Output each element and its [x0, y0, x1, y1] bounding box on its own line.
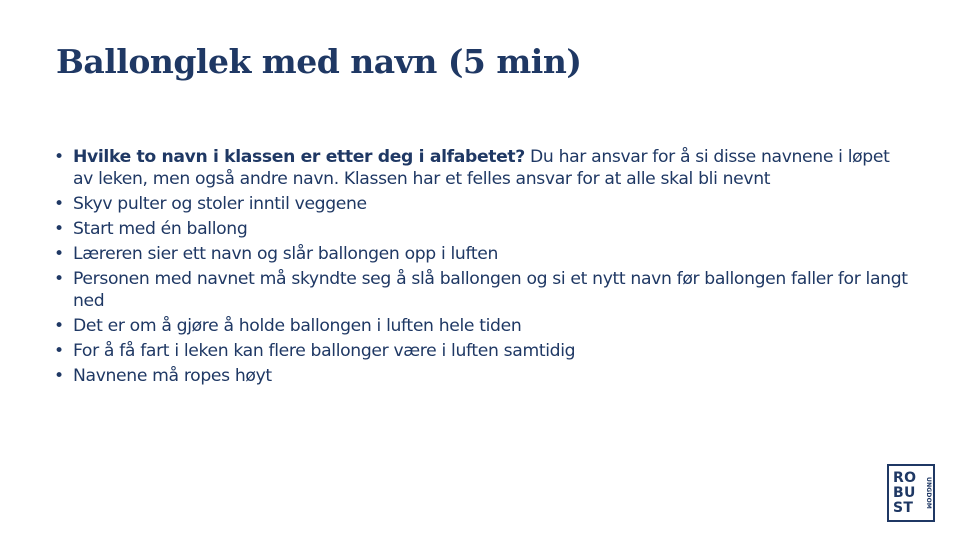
- list-item: [54, 315, 914, 337]
- robust-ungdom-logo: [887, 464, 935, 522]
- list-item: [54, 243, 914, 265]
- bullet-text: Det er om å gjøre å holde ballongen i luften hele tiden: [73, 316, 522, 336]
- logo-side: [924, 466, 933, 520]
- logo-side-text: UNGDOM: [925, 476, 932, 510]
- list-item: [54, 268, 914, 312]
- bullet-text: Start med én ballong: [73, 219, 248, 239]
- bullet-bold-question: Hvilke to navn i klassen er etter deg i alfabetet?: [73, 147, 525, 167]
- bullet-text: Skyv pulter og stoler inntil veggene: [73, 194, 367, 214]
- list-item: [54, 218, 914, 240]
- bullet-text: Læreren sier ett navn og slår ballongen opp i luften: [73, 244, 499, 264]
- logo-line-2: BU: [893, 484, 916, 501]
- bullet-text: Du har ansvar for å si disse navnene i løpet av leken, men også andre navn. Klassen har et felles ansvar for at alle skal bli nevnt: [73, 147, 890, 189]
- bullet-text: Personen med navnet må skyndte seg å slå ballongen og si et nytt navn før ballongen faller for langt ned: [73, 269, 908, 311]
- list-item: [54, 146, 914, 190]
- logo-line-3: ST: [893, 499, 914, 516]
- bullet-list: [54, 146, 914, 390]
- list-item: [54, 340, 914, 362]
- list-item: [54, 365, 914, 387]
- logo-line-1: RO: [893, 469, 917, 486]
- list-item: [54, 193, 914, 215]
- logo-letters: [889, 466, 924, 520]
- slide-title: Ballonglek med navn (5 min): [56, 42, 582, 81]
- bullet-text: Navnene må ropes høyt: [73, 366, 272, 386]
- bullet-text: For å få fart i leken kan flere ballonger være i luften samtidig: [73, 341, 576, 361]
